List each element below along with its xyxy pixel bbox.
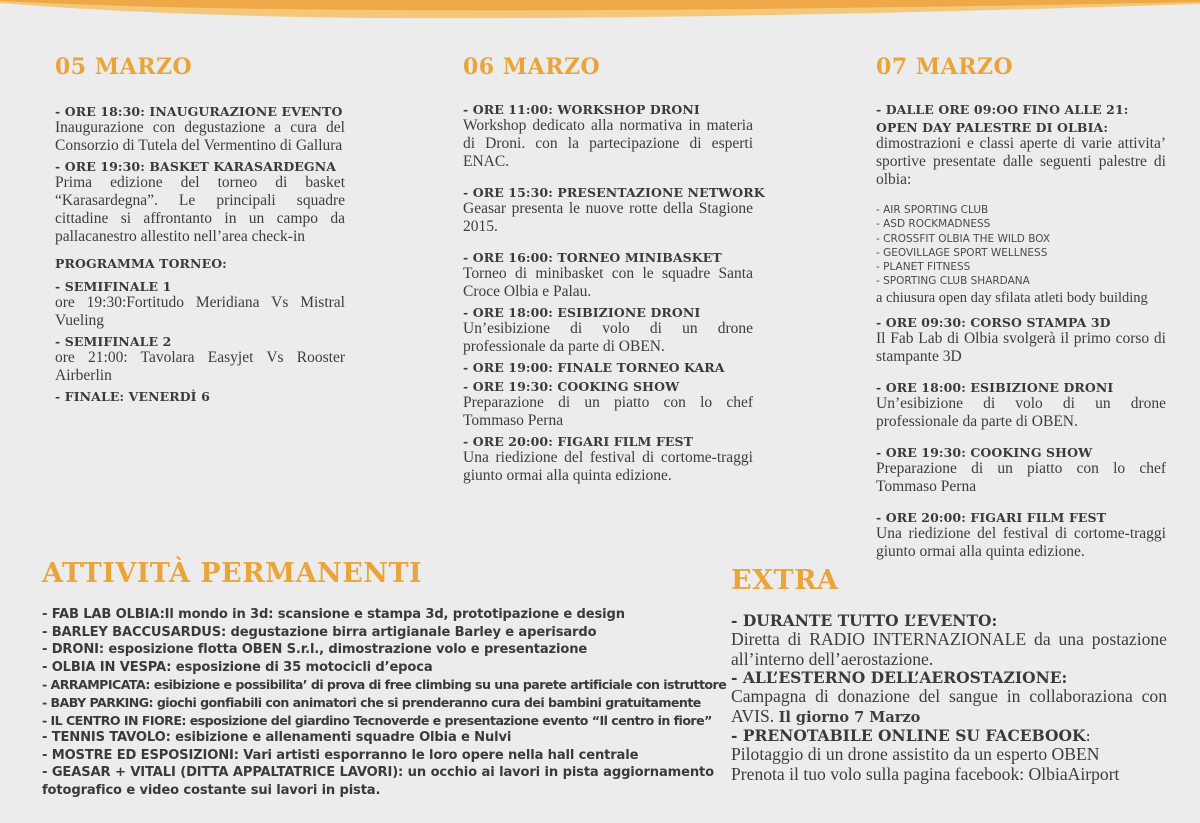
event-heading: - ORE 20:00: FIGARI FILM FEST [463,434,694,449]
final-heading: - FINALE: VENERDÌ 6 [55,389,210,404]
extra-heading: - ALL’ESTERNO DELL’AEROSTAZIONE: [731,668,1068,687]
extra-heading-suffix: : [1085,727,1091,745]
list-item: - ASD ROCKMADNESS [876,218,991,231]
day-column-07 [876,54,1166,561]
semifinal-1-description: ore 19:30:Fortitudo Meridiana Vs Mistral Vueling [55,294,345,329]
event-description: Torneo di minibasket con le squadre Santa Croce Olbia e Palau. [463,265,753,300]
event-heading: - ORE 16:00: TORNEO MINIBASKET [463,250,722,265]
open-day-subheading: OPEN DAY PALESTRE DI OLBIA: [876,120,1109,135]
event-description: Prima edizione del torneo di basket “Karasardegna”. Le principali squadre cittadine si affrontanto in un campo da pallacanestro allestito nell’area check-in [55,174,345,245]
list-item: - MOSTRE ED ESPOSIZIONI: Vari artisti esporranno le loro opere nella hall centrale [42,747,639,763]
event-heading: - ORE 19:30: BASKET KARASARDEGNA [55,159,337,174]
list-item: - GEOVILLAGE SPORT WELLNESS [876,246,1048,259]
event-heading: - ORE 18:00: ESIBIZIONE DRONI [463,305,701,320]
semifinal-1-heading: - SEMIFINALE 1 [55,279,172,294]
extra-description: Pilotaggio di un drone assistito da un esperto OBEN [731,744,1100,764]
extra-description: Prenota il tuo volo sulla pagina facebook: OlbiaAirport [731,763,1120,784]
extra-heading [731,727,1167,745]
day-column-05 [55,54,345,404]
extra-section [731,612,1167,784]
day-title-07: 07 MARZO [876,54,1014,80]
list-item: - ARRAMPICATA: esibizione e possibilita’ di prova di free climbing su una parete artificiale con istruttore [42,677,727,693]
list-item: - DRONI: esposizione flotta OBEN S.r.l., dimostrazione volo e presentazione [42,642,588,658]
event-heading: - ORE 09:30: CORSO STAMPA 3D [876,314,1111,330]
gym-list [876,203,1166,289]
list-item: - BARLEY BACCUSARDUS: degustazione birra artigianale Barley e aperisardo [42,624,597,640]
list-item: - OLBIA IN VESPA: esposizione di 35 motocicli d’epoca [42,659,433,675]
list-item: - FAB LAB OLBIA:Il mondo in 3d: scansione e stampa 3d, prototipazione e design [42,607,625,622]
event-heading: - ORE 18:30: INAUGURAZIONE EVENTO [55,104,343,119]
extra-title: EXTRA [731,565,839,596]
event-description: Workshop dedicato alla normativa in materia di Droni. con la partecipazione di esperti ENAC. [463,117,753,170]
open-day-heading: - DALLE ORE 09:OO FINO ALLE 21: [876,102,1129,117]
event-description: Un’esibizione di volo di un drone professionale da parte di OBEN. [463,320,753,355]
extra-heading-text: - PRENOTABILE ONLINE SU FACEBOOK [731,726,1086,745]
event-heading: - ORE 11:00: WORKSHOP DRONI [463,102,700,117]
open-day-description: dimostrazioni e classi aperte di varie attivita’ sportive presentate dalle seguenti palestre di olbia: [876,135,1166,188]
program-title: PROGRAMMA TORNEO: [55,256,227,271]
list-item: - GEASAR + VITALI (DITTA APPALTATRICE LAVORI): un occhio ai lavori in pista aggiornamento fotografico e video costante sui lavori in pista. [42,765,714,798]
extra-description-text: Campagna di donazione del sangue in collaboraziona con AVIS. [731,686,1167,726]
gym-note: a chiusura open day sfilata atleti body building [876,289,1148,306]
permanent-activities-title: ATTIVITÀ PERMANENTI [42,558,423,589]
list-item: - BABY PARKING: giochi gonfiabili con animatori che si prenderanno cura dei bambini gratuitamente [42,694,701,710]
extra-description [731,687,1167,727]
event-heading: - ORE 19:30: COOKING SHOW [463,379,680,394]
event-description: Preparazione di un piatto con lo chef Tommaso Perna [876,459,1166,495]
day-title-05: 05 MARZO [55,54,193,80]
day-title-06: 06 MARZO [463,54,601,80]
event-heading: - ORE 15:30: PRESENTAZIONE NETWORK [463,185,765,200]
event-heading: - ORE 19:00: FINALE TORNEO KARA [463,360,725,375]
list-item: - SPORTING CLUB SHARDANA [876,275,1030,288]
event-heading: - ORE 19:30: COOKING SHOW [876,444,1093,460]
semifinal-2-description: ore 21:00: Tavolara Easyjet Vs Rooster Airberlin [55,349,345,384]
event-description: Inaugurazione con degustazione a cura del Consorzio di Tutela del Vermentino di Gallura [55,119,345,154]
extra-heading: - DURANTE TUTTO L’EVENTO: [731,611,998,630]
list-item: - CROSSFIT OLBIA THE WILD BOX [876,232,1051,245]
list-item: - IL CENTRO IN FIORE: esposizione del giardino Tecnoverde e presentazione evento “Il centro in fiore” [42,712,712,728]
semifinal-2-heading: - SEMIFINALE 2 [55,334,172,349]
extra-date: Il giorno 7 Marzo [778,708,921,726]
list-item: - AIR SPORTING CLUB [876,204,989,216]
top-decoration [0,0,1200,22]
event-description: Un’esibizione di volo di un drone professionale da parte di OBEN. [876,394,1166,430]
event-description: Il Fab Lab di Olbia svolgerà il primo corso di stampante 3D [876,329,1166,365]
event-description: Preparazione di un piatto con lo chef Tommaso Perna [463,394,753,429]
event-description: Una riedizione del festival di cortome-traggi giunto ormai alla quinta edizione. [463,449,753,484]
day-column-06 [463,54,765,485]
list-item: - PLANET FITNESS [876,261,971,274]
event-heading: - ORE 20:00: FIGARI FILM FEST [876,509,1107,525]
event-heading: - ORE 18:00: ESIBIZIONE DRONI [876,379,1114,395]
permanent-activities-list [42,606,727,800]
event-description: Geasar presenta le nuove rotte della Stagione 2015. [463,200,753,235]
extra-description: Diretta di RADIO INTERNAZIONALE da una postazione all’interno dell’aerostazione. [731,629,1167,669]
list-item: - TENNIS TAVOLO: esibizione e allenamenti squadre Olbia e Nulvi [42,730,512,746]
event-description: Una riedizione del festival di cortome-traggi giunto ormai alla quinta edizione. [876,524,1166,560]
